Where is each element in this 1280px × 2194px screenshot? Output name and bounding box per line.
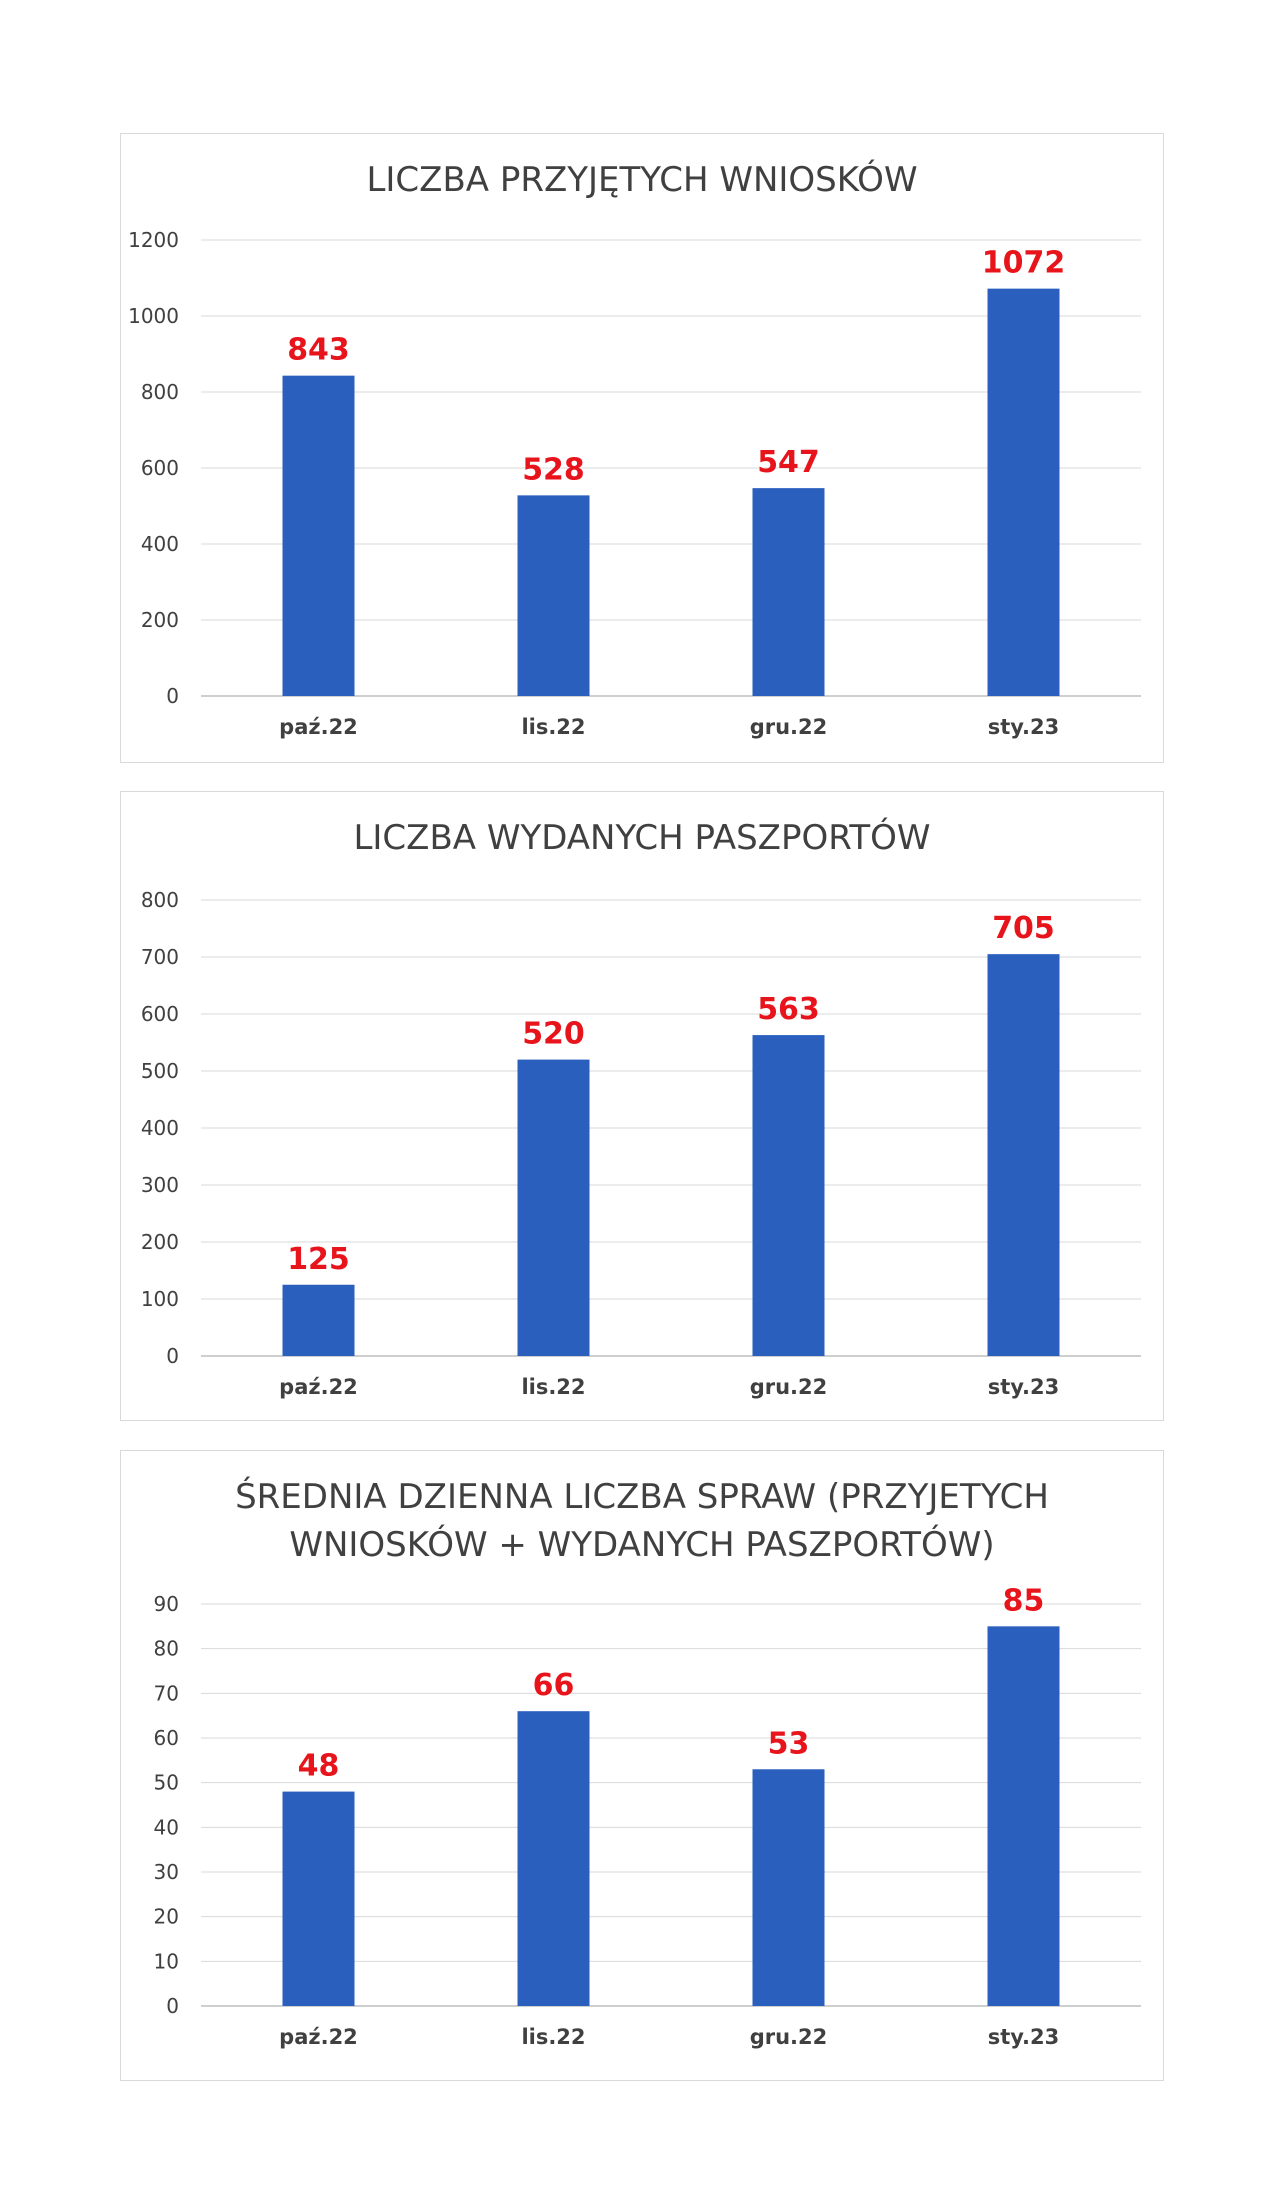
data-label: 563 [757,992,820,1028]
y-tick-label: 30 [153,1860,179,1884]
bar [283,1792,355,2006]
y-tick-label: 400 [140,532,179,556]
bar [753,1769,825,2006]
x-category-label: lis.22 [521,715,586,739]
data-label: 125 [287,1241,350,1277]
chart-panel-issued-passports [120,791,1164,1421]
data-label: 85 [1002,1583,1045,1619]
data-label: 48 [297,1748,340,1784]
bar-chart-issued-passports [121,792,1165,1422]
bar [753,1035,825,1356]
y-tick-label: 800 [140,380,179,404]
y-tick-label: 200 [140,1230,179,1254]
data-label: 843 [287,332,350,368]
bar-chart-accepted-applications [121,134,1165,764]
bar-chart-daily-average [121,1451,1165,2082]
bar [283,376,355,696]
y-tick-label: 800 [140,888,179,912]
data-label: 66 [532,1668,575,1704]
x-category-label: sty.23 [987,2025,1060,2049]
y-tick-label: 300 [140,1173,179,1197]
x-category-label: paź.22 [279,715,358,739]
data-label: 705 [992,911,1055,947]
x-category-label: sty.23 [987,1375,1060,1399]
bar [518,1060,590,1356]
y-tick-label: 1200 [128,228,179,252]
y-tick-label: 40 [153,1815,179,1840]
y-tick-label: 500 [140,1059,179,1083]
bar [518,495,590,696]
x-category-label: paź.22 [279,1375,358,1399]
x-category-label: paź.22 [279,2025,358,2049]
y-tick-label: 20 [153,1904,179,1929]
y-tick-label: 90 [153,1592,179,1616]
chart-title-line-2: WNIOSKÓW + WYDANYCH PASZPORTÓW) [289,1525,995,1565]
bar [283,1285,355,1356]
y-tick-label: 100 [140,1287,179,1311]
chart-title: LICZBA PRZYJĘTYCH WNIOSKÓW [366,160,918,200]
chart-panel-daily-average [120,1450,1164,2081]
y-tick-label: 700 [140,945,179,969]
y-tick-label: 60 [153,1726,179,1750]
y-tick-label: 50 [153,1770,179,1795]
data-label: 1072 [981,245,1066,281]
y-tick-label: 400 [140,1116,179,1140]
data-label: 528 [522,452,585,488]
x-category-label: lis.22 [521,1375,586,1399]
y-tick-label: 0 [166,1344,179,1368]
y-tick-label: 600 [140,456,179,480]
data-label: 53 [767,1726,810,1762]
bar [988,289,1060,696]
bar [988,954,1060,1356]
x-category-label: gru.22 [749,2025,828,2049]
y-tick-label: 200 [140,608,179,632]
x-category-label: lis.22 [521,2025,586,2049]
data-label: 547 [757,445,820,481]
chart-title: LICZBA WYDANYCH PASZPORTÓW [353,818,931,858]
chart-title-line-1: ŚREDNIA DZIENNA LICZBA SPRAW (PRZYJETYCH [235,1477,1049,1517]
data-label: 520 [522,1016,585,1052]
bar [988,1626,1060,2006]
y-tick-label: 0 [166,1994,179,2018]
x-category-label: gru.22 [749,715,828,739]
x-category-label: sty.23 [987,715,1060,739]
y-tick-label: 70 [153,1681,179,1706]
bar [518,1711,590,2006]
y-tick-label: 80 [153,1636,179,1661]
y-tick-label: 10 [153,1949,179,1974]
y-tick-label: 600 [140,1002,179,1026]
x-category-label: gru.22 [749,1375,828,1399]
bar [753,488,825,696]
chart-panel-accepted-applications [120,133,1164,763]
y-tick-label: 0 [166,684,179,708]
y-tick-label: 1000 [128,304,179,328]
